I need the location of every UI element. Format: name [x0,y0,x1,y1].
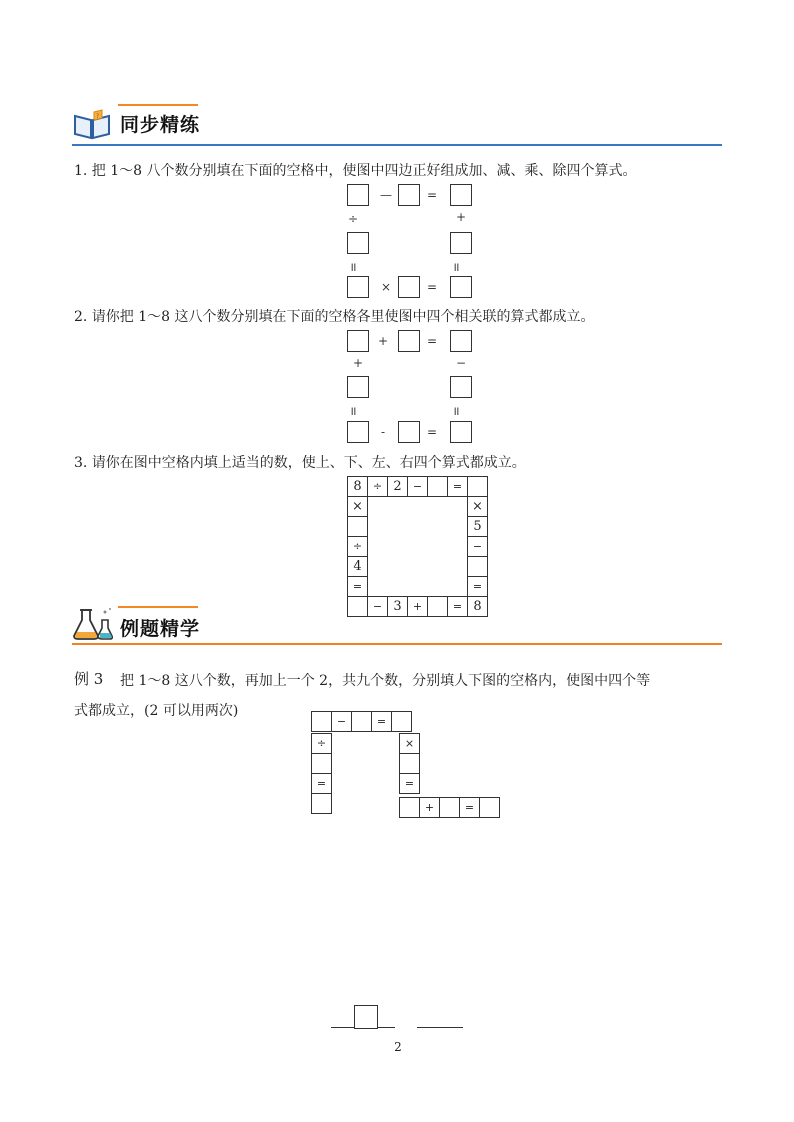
answer-box[interactable] [347,232,369,254]
op-equals-vertical: ॥ [349,260,357,274]
answer-box[interactable] [347,276,369,298]
example-3-text-line2: 式都成立，(2 可以用两次) [74,703,239,719]
grid-op: = [468,577,488,597]
answer-box[interactable] [398,276,420,298]
example-3-label: 例 3 [74,670,104,688]
answer-box[interactable] [450,276,472,298]
grid-cell-blank[interactable] [312,712,332,732]
answer-box[interactable] [450,421,472,443]
grid-op: ÷ [312,734,332,754]
answer-box[interactable] [347,376,369,398]
grid-cell-blank[interactable] [312,794,332,814]
grid-cell-blank[interactable] [352,712,372,732]
grid-cell-blank[interactable] [400,754,420,774]
answer-box[interactable] [398,184,420,206]
grid-cell-blank[interactable] [312,754,332,774]
grid-cell-blank[interactable] [400,798,420,818]
op-plus: + [455,210,467,224]
grid-op: × [400,734,420,754]
answer-box[interactable] [450,184,472,206]
op-equals-vertical: ॥ [452,404,460,418]
section-header-example [72,604,722,644]
grid-op: + [408,597,428,617]
grid-op: = [372,712,392,732]
grid-op: = [448,477,468,497]
grid-cell-blank[interactable] [468,557,488,577]
grid-cell: 8 [348,477,368,497]
op-equals: = [426,188,438,202]
op-equals: = [426,280,438,294]
footer-line-right [417,1027,463,1028]
section-title-example: 例题精学 [120,618,201,640]
question-3-text: 3. 请你在图中空格内填上适当的数，使上、下、左、右四个算式都成立。 [74,455,526,471]
op-divide: ÷ [347,212,359,226]
svg-text:?: ? [96,113,100,120]
answer-box[interactable] [347,330,369,352]
question-1-text: 1. 把 1～8 八个数分别填在下面的空格中，使图中四边正好组成加、减、乘、除四个算式。 [74,163,637,179]
grid-cell-blank[interactable] [348,517,368,537]
answer-box[interactable] [450,232,472,254]
op-minus: — [380,188,392,202]
section-title-practice: 同步精练 [120,114,201,136]
example-3-grid-bottom [399,797,500,818]
answer-box[interactable] [398,330,420,352]
flask-icon [72,606,114,640]
grid-op: − [468,537,488,557]
grid-cell-blank[interactable] [392,712,412,732]
op-plus: + [377,334,389,348]
answer-box[interactable] [450,376,472,398]
grid-op: = [348,577,368,597]
answer-box[interactable] [398,421,420,443]
question-3-grid [347,476,488,617]
example-3-grid-left [311,733,332,814]
section-header-practice [72,104,722,144]
grid-op: ÷ [368,477,388,497]
grid-op: = [460,798,480,818]
grid-cell-blank[interactable] [468,477,488,497]
op-equals-vertical: ॥ [452,260,460,274]
op-times: × [380,280,392,294]
example-3-text-line1: 把 1～8 这八个数，再加上一个 2，共九个数，分别填人下图的空格内，使图中四个等 [120,673,651,689]
grid-op: ÷ [348,537,368,557]
grid-cell: 8 [468,597,488,617]
grid-op: − [332,712,352,732]
grid-cell-blank[interactable] [428,477,448,497]
op-equals: = [426,334,438,348]
example-3-grid-middle [399,733,420,794]
grid-op: = [448,597,468,617]
op-minus: - [380,425,386,439]
answer-box[interactable] [450,330,472,352]
op-minus: − [455,356,467,370]
grid-cell-blank[interactable] [480,798,500,818]
op-equals-vertical: ॥ [349,404,357,418]
grid-op: = [400,774,420,794]
grid-op: × [468,497,488,517]
footer-box [354,1005,378,1029]
grid-cell: 5 [468,517,488,537]
grid-center [368,497,468,597]
grid-cell: 4 [348,557,368,577]
grid-op: + [420,798,440,818]
book-icon [72,108,112,140]
section-rule-example [72,643,722,645]
grid-op: = [312,774,332,794]
answer-box[interactable] [347,184,369,206]
grid-op: − [368,597,388,617]
op-equals: = [426,425,438,439]
answer-box[interactable] [347,421,369,443]
example-3-grid-top [311,711,412,732]
grid-op: − [408,477,428,497]
op-plus: + [352,356,364,370]
grid-cell: 3 [388,597,408,617]
section-rule-practice [72,144,722,146]
question-2-text: 2. 请你把 1～8 这八个数分别填在下面的空格各里使图中四个相关联的算式都成立。 [74,309,595,325]
grid-op: × [348,497,368,517]
page-number: 2 [394,1040,402,1054]
grid-cell: 2 [388,477,408,497]
grid-cell-blank[interactable] [440,798,460,818]
